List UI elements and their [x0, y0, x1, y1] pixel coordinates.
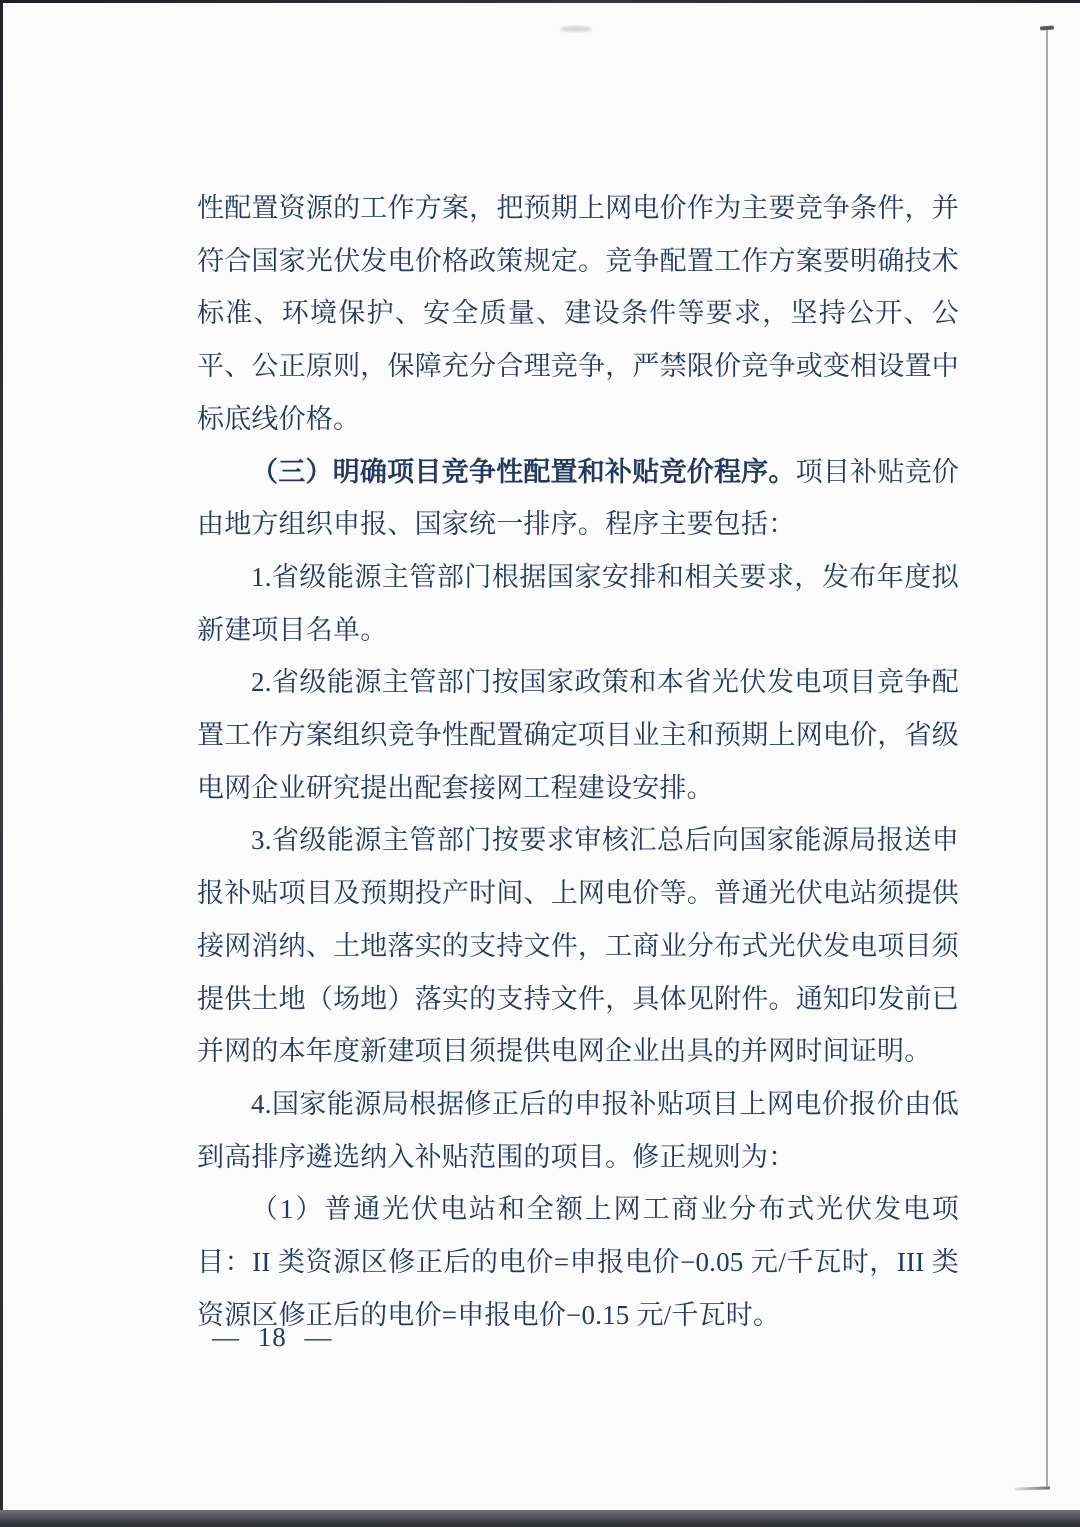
paragraph-rule-1: （1）普通光伏电站和全额上网工商业分布式光伏发电项目：II 类资源区修正后的电价=申报电价−0.05 元/千瓦时，III 类资源区修正后的电价=申报电价−0.15 元/千瓦时。 — [197, 1194, 959, 1330]
paragraph-step-2: 2.省级能源主管部门按国家政策和本省光伏发电项目竞争配置工作方案组织竞争性配置确定项目业主和预期上网电价，省级电网企业研究提出配套接网工程建设安排。 — [197, 667, 959, 803]
paragraph-text: 项目补贴竞价由地方组织申报、国家统一排序。程序主要包括： — [197, 456, 959, 540]
paper-right-edge-tip-bottom — [1014, 1486, 1050, 1490]
paragraph-section-3 — [197, 446, 959, 551]
scan-edge-left — [0, 0, 3, 1527]
section-heading: （三）明确项目竞争性配置和补贴竞价程序。 — [251, 456, 796, 487]
document-body — [197, 182, 959, 1341]
scan-edge-top — [0, 0, 1080, 3]
paragraph-step-4: 4.国家能源局根据修正后的申报补贴项目上网电价报价由低到高排序遴选纳入补贴范围的项目。修正规则为： — [197, 1088, 959, 1172]
paragraph-step-3: 3.省级能源主管部门按要求审核汇总后向国家能源局报送申报补贴项目及预期投产时间、上网电价等。普通光伏电站须提供接网消纳、土地落实的支持文件，工商业分布式光伏发电项目须提供土地（场地）落实的支持文件，具体见附件。通知印发前已并网的本年度新建项目须提供电网企业出具的并网时间证明。 — [197, 825, 959, 1067]
paper-right-edge-tip-top — [1040, 26, 1054, 31]
page-number: — 18 — — [212, 1322, 333, 1352]
paper-right-edge-line — [1046, 30, 1048, 1486]
scan-edge-bottom — [0, 1510, 1080, 1527]
paragraph-continuation: 性配置资源的工作方案，把预期上网电价作为主要竞争条件，并符合国家光伏发电价格政策规定。竞争配置工作方案要明确技术标准、环境保护、安全质量、建设条件等要求，坚持公开、公平、公正原则，保障充分合理竞争，严禁限价竞争或变相设置中标底线价格。 — [197, 193, 959, 434]
paragraph-step-1: 1.省级能源主管部门根据国家安排和相关要求，发布年度拟新建项目名单。 — [197, 561, 959, 645]
scan-smudge — [560, 26, 592, 32]
